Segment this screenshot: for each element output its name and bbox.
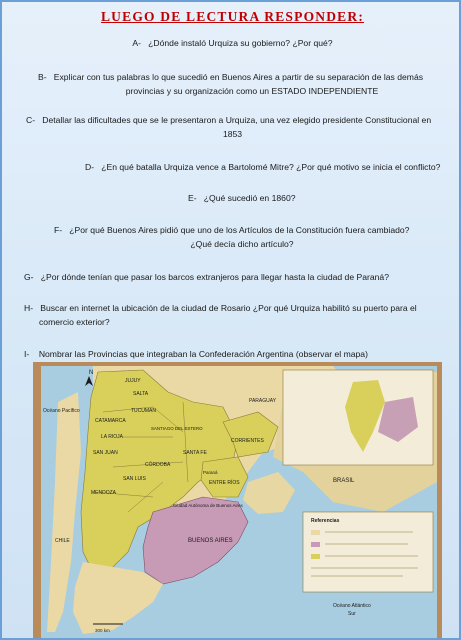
legend-title: Referencias xyxy=(311,518,340,524)
province-la-rioja: LA RIOJA xyxy=(101,434,123,440)
question-e-text: ¿Qué sucedió en 1860? xyxy=(203,193,296,203)
question-g-text: ¿Por dónde tenían que pasar los barcos extranjeros para llegar hasta la ciudad de Paraná? xyxy=(40,272,389,282)
north-label: N xyxy=(89,370,94,376)
question-c-letter: C- xyxy=(26,115,36,125)
question-c-line2: 1853 xyxy=(222,129,243,139)
question-h-line1: Buscar en internet la ubicación de la ciudad de Rosario ¿Por qué Urquiza habilitó su puerto para el xyxy=(40,303,417,313)
province-cordoba: CÓRDOBA xyxy=(145,462,171,468)
province-mendoza: MENDOZA xyxy=(91,490,116,496)
label-parana: Paraná xyxy=(203,470,218,475)
label-atlantic: Océano Atlántico xyxy=(333,603,371,609)
label-pacific: Océano Pacífico xyxy=(43,408,80,414)
label-brasil: BRASIL xyxy=(333,478,355,484)
question-f xyxy=(54,223,409,237)
question-h-letter: H- xyxy=(24,303,34,313)
province-entre-rios: ENTRE RÍOS xyxy=(209,480,240,486)
legend-swatch-other xyxy=(311,530,320,535)
province-buenos-aires: BUENOS AIRES xyxy=(188,538,233,544)
province-salta: SALTA xyxy=(133,391,149,397)
province-catamarca: CATAMARCA xyxy=(95,418,126,424)
question-d-letter: D- xyxy=(85,162,95,172)
question-h xyxy=(24,301,417,315)
question-b-line1: Explicar con tus palabras lo que sucedió en Buenos Aires a partir de su separación de las demás xyxy=(53,72,424,82)
question-c xyxy=(26,113,431,127)
question-d-text: ¿En qué batalla Urquiza vence a Bartolomé Mitre? ¿Por qué motivo se inicia el conflicto? xyxy=(101,162,441,172)
question-f-letter: F- xyxy=(54,225,63,235)
province-tucuman: TUCUMÁN xyxy=(131,408,156,414)
legend-box xyxy=(303,512,433,592)
legend-swatch-buenos-aires xyxy=(311,542,320,547)
province-jujuy: JUJUY xyxy=(125,378,141,384)
legend-swatch-confederation xyxy=(311,554,320,559)
question-f-line1: ¿Por qué Buenos Aires pidió que uno de los Artículos de la Constitución fuera cambiado? xyxy=(69,225,410,235)
question-a-letter: A- xyxy=(132,38,141,48)
question-a xyxy=(2,36,461,50)
question-g xyxy=(24,270,389,284)
label-chile: CHILE xyxy=(55,538,70,544)
question-b xyxy=(38,70,423,84)
question-f-line2: ¿Qué decía dicho artículo? xyxy=(190,239,294,249)
question-e-letter: E- xyxy=(188,193,197,203)
question-b-letter: B- xyxy=(38,72,47,82)
question-i-letter: I- xyxy=(24,349,30,359)
province-san-luis: SAN LUIS xyxy=(123,476,146,482)
question-i-text: Nombrar las Provincias que integraban la Confederación Argentina (observar el mapa) xyxy=(38,349,368,359)
province-san-juan: SAN JUAN xyxy=(93,450,118,456)
question-c-line1: Detallar las dificultades que se le presentaron a Urquiza, una vez elegido presidente Constitucional en xyxy=(42,115,432,125)
question-g-letter: G- xyxy=(24,272,34,282)
map-image xyxy=(33,362,442,638)
question-i xyxy=(24,347,368,361)
question-b-line2: provincias y su organización como un ESTADO INDEPENDIENTE xyxy=(125,86,379,96)
province-corrientes: CORRIENTES xyxy=(231,438,264,444)
question-a-text: ¿Dónde instaló Urquiza su gobierno? ¿Por qué? xyxy=(148,38,333,48)
page-title: LUEGO DE LECTURA RESPONDER: xyxy=(100,9,365,24)
label-scale: 300 km xyxy=(95,628,110,633)
label-paraguay: PARAGUAY xyxy=(249,398,277,404)
question-e xyxy=(188,191,296,205)
question-d xyxy=(85,160,440,174)
label-city-state: Ciudad Autónoma de Buenos Aires xyxy=(173,503,243,508)
province-santiago: SANTIAGO DEL ESTERO xyxy=(151,426,203,431)
question-h-line2: comercio exterior? xyxy=(39,317,110,327)
label-atlantic-sub: Sur xyxy=(348,611,356,617)
province-santa-fe: SANTA FE xyxy=(183,450,207,456)
